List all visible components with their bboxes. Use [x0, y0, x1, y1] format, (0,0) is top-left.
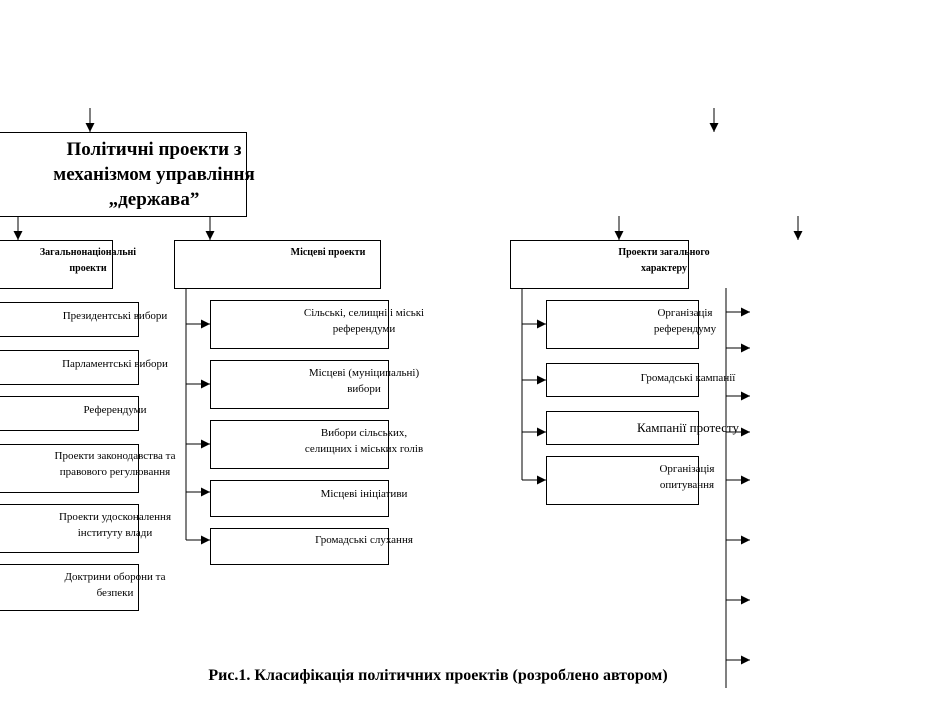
local-item-line: Сільські, селищні і міські [303, 307, 425, 319]
title-line-2: механізмом управління [53, 164, 255, 185]
local-item-line: Громадські слухання [315, 534, 413, 546]
general-item-label [623, 419, 753, 437]
national-item-line: інституту влади [77, 527, 153, 539]
category-general-label [594, 245, 734, 277]
national-item-line: безпеки [96, 587, 134, 599]
national-item-line: правового регулювання [59, 466, 171, 478]
local-item-label [284, 365, 444, 397]
category-general-line-2: характеру [641, 263, 687, 274]
general-item-line: Організація [657, 307, 713, 319]
category-general-line-1: Проекти загального [618, 247, 710, 258]
national-item-label [40, 448, 190, 480]
title-label [34, 137, 274, 212]
national-item-label [40, 402, 190, 418]
local-item-line: вибори [347, 383, 381, 395]
title-line-1: Політичні проекти з [66, 139, 242, 160]
local-item-line: Вибори сільських, [320, 427, 408, 439]
local-item-label [284, 425, 444, 457]
general-item-line: Організація [659, 463, 715, 475]
category-local-line-1: Місцеві проекти [290, 247, 366, 258]
category-local-label [258, 245, 398, 261]
national-item-line: Президентські вибори [62, 310, 168, 322]
national-item-label [40, 308, 190, 324]
national-item-line: Проекти законодавства та [54, 450, 176, 462]
figure-caption: Рис.1. Класифікація політичних проектів (розроблено автором) [208, 667, 668, 684]
general-item-line: Кампанії протесту [637, 420, 739, 435]
general-item-line: референдуму [653, 323, 717, 335]
general-item-label [622, 461, 752, 493]
national-item-line: Референдуми [83, 404, 147, 416]
national-item-line: Парламентські вибори [62, 358, 168, 370]
local-item-line: референдуми [332, 323, 396, 335]
general-item-label [623, 370, 753, 386]
title-line-3: „держава” [108, 189, 200, 210]
category-national-line-2: проекти [69, 263, 107, 274]
local-item-label [284, 532, 444, 548]
local-item-line: Місцеві (муніципальні) [308, 367, 420, 379]
category-national-line-1: Загальнонаціональні [39, 247, 137, 258]
category-national-label [18, 245, 158, 277]
local-item-line: селищних і міських голів [304, 443, 424, 455]
national-item-label [40, 509, 190, 541]
local-item-line: Місцеві ініціативи [320, 488, 408, 500]
national-item-label [40, 569, 190, 601]
general-item-line: опитування [659, 479, 715, 491]
national-item-line: Доктрини оборони та [64, 571, 166, 583]
national-item-line: Проекти удосконалення [58, 511, 172, 523]
general-item-line: Громадські кампанії [640, 372, 736, 384]
national-item-label [40, 356, 190, 372]
local-item-label [284, 486, 444, 502]
local-item-label [284, 305, 444, 337]
general-item-label [620, 305, 750, 337]
